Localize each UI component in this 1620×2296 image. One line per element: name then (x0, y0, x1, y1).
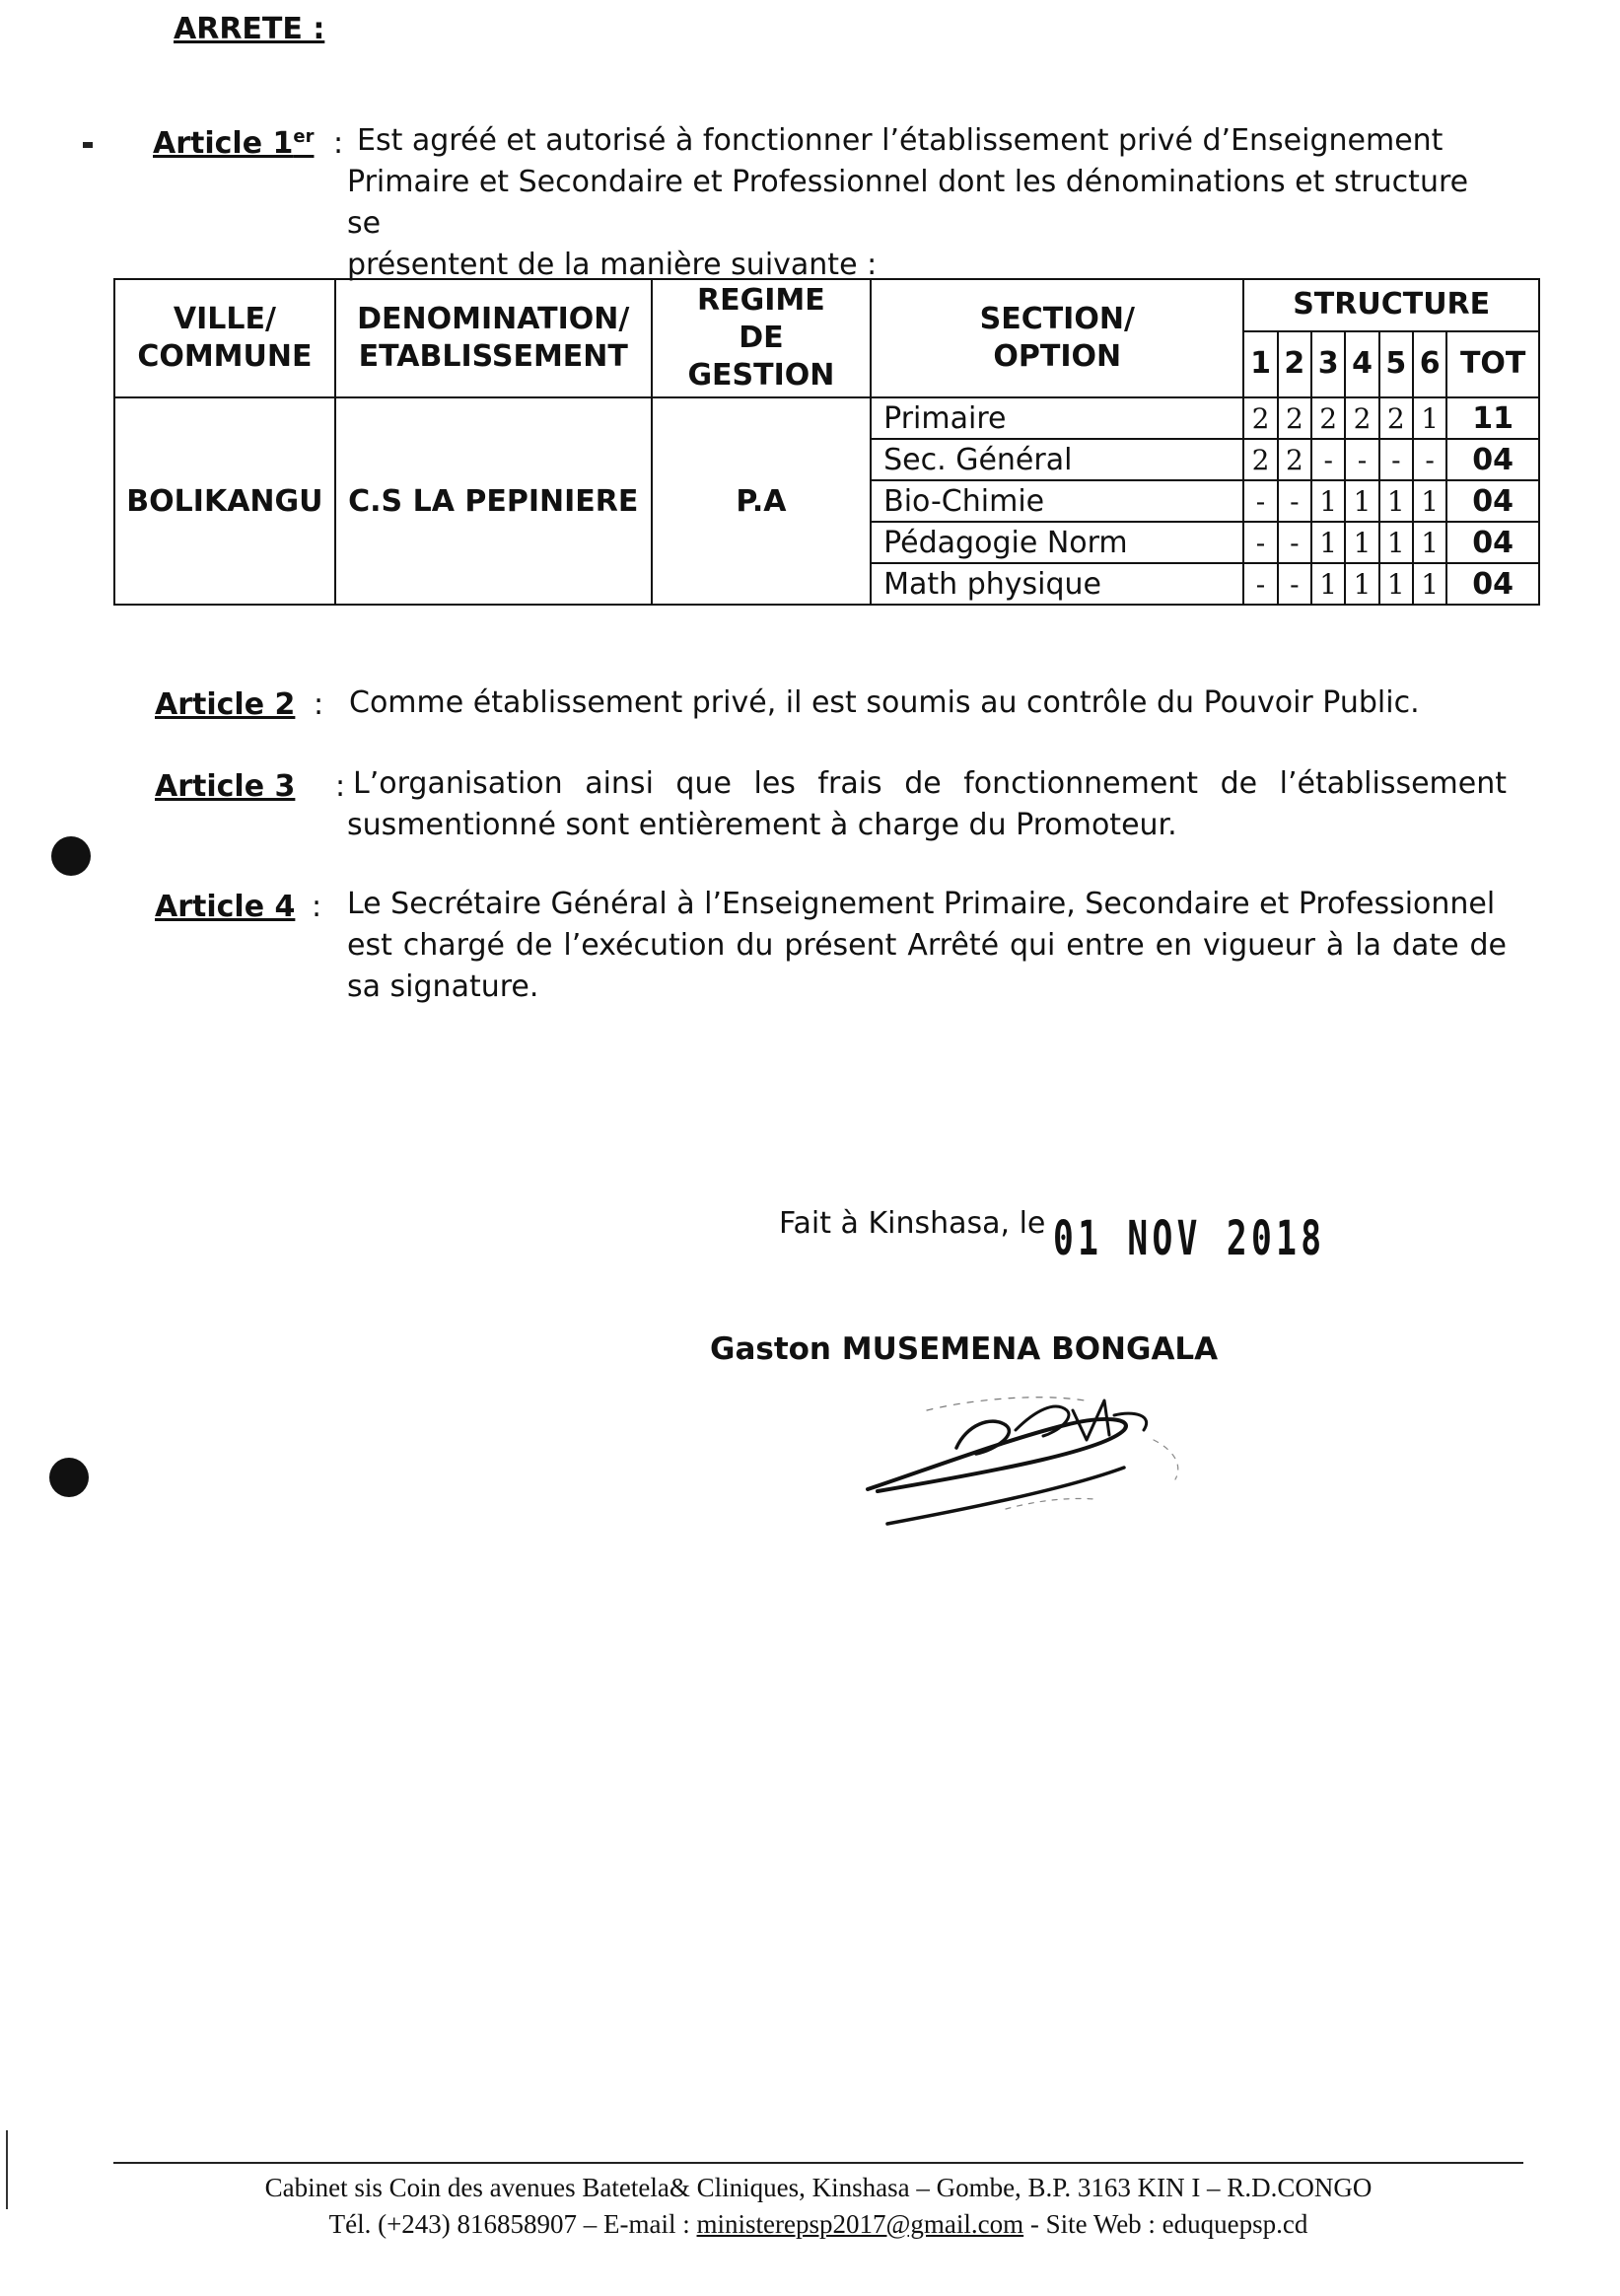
article-4-text (347, 884, 1507, 1008)
section-cell: Primaire (871, 397, 1243, 439)
total-cell: 04 (1446, 439, 1539, 480)
article-4-line: Le Secrétaire Général à l’Enseignement Primaire, Secondaire et Professionnel (347, 887, 1496, 921)
value-cell: - (1278, 563, 1311, 605)
value-cell: 1 (1413, 563, 1446, 605)
footer-contact (113, 2209, 1523, 2240)
value-cell: 1 (1413, 522, 1446, 563)
table-row (114, 397, 1539, 439)
header-section (871, 279, 1243, 397)
footer-divider (113, 2162, 1523, 2164)
value-cell: 1 (1379, 480, 1413, 522)
value-cell: 2 (1243, 397, 1277, 439)
article-1-line: Est agréé et autorisé à fonctionner l’établissement privé d’Enseignement (357, 123, 1444, 158)
value-cell: 1 (1379, 563, 1413, 605)
article-4-line: est chargé de l’exécution du présent Arrêté qui entre en vigueur à la date de (347, 928, 1507, 963)
punch-hole-icon (51, 836, 91, 876)
article-3-colon: : (335, 769, 346, 804)
article-4-line: sa signature. (347, 969, 539, 1004)
total-cell: 04 (1446, 480, 1539, 522)
header-denomination (335, 279, 652, 397)
signature-icon (809, 1371, 1262, 1539)
bullet-mark (83, 142, 93, 148)
total-cell: 04 (1446, 563, 1539, 605)
section-cell: Bio-Chimie (871, 480, 1243, 522)
value-cell: 2 (1278, 397, 1311, 439)
value-cell: - (1278, 480, 1311, 522)
value-cell: - (1379, 439, 1413, 480)
section-cell: Pédagogie Norm (871, 522, 1243, 563)
header-ville (114, 279, 335, 397)
total-cell: 11 (1446, 397, 1539, 439)
value-cell: - (1278, 522, 1311, 563)
value-cell: 2 (1243, 439, 1277, 480)
value-cell: - (1243, 480, 1277, 522)
header-denomination-text: DENOMINATION/ ETABLISSEMENT (357, 302, 630, 374)
article-1-text (347, 120, 1511, 286)
header-regime (652, 279, 871, 397)
article-3-line: susmentionné sont entièrement à charge du Promoteur. (347, 808, 1177, 842)
page-title: ARRETE : (174, 12, 325, 46)
scan-edge-mark (6, 2130, 8, 2209)
value-cell: 1 (1311, 480, 1345, 522)
article-2-colon: : (314, 687, 324, 722)
regime-cell: P.A (652, 397, 871, 605)
value-cell: 1 (1413, 480, 1446, 522)
value-cell: 1 (1345, 480, 1378, 522)
header-col-2: 2 (1278, 331, 1311, 398)
article-1-line: présentent de la manière suivante : (347, 248, 878, 282)
punch-hole-icon (49, 1458, 89, 1497)
header-col-tot: TOT (1446, 331, 1539, 398)
article-3-label: Article 3 (155, 769, 296, 804)
value-cell: 1 (1345, 563, 1378, 605)
article-4-label: Article 4 (155, 890, 296, 924)
article-2-label: Article 2 (155, 687, 296, 722)
value-cell: - (1243, 522, 1277, 563)
value-cell: 1 (1311, 563, 1345, 605)
article-1-sup: er (293, 126, 315, 147)
header-regime-text: REGIME DE GESTION (687, 283, 835, 393)
article-1-label (153, 126, 314, 161)
section-cell: Math physique (871, 563, 1243, 605)
article-4-colon: : (312, 890, 322, 924)
header-ville-text: VILLE/ COMMUNE (137, 302, 313, 374)
header-structure: STRUCTURE (1243, 279, 1539, 331)
footer-address: Cabinet sis Coin des avenues Batetela& Cliniques, Kinshasa – Gombe, B.P. 3163 KIN I – R.D.CONGO (264, 2173, 1373, 2202)
value-cell: - (1413, 439, 1446, 480)
header-col-3: 3 (1311, 331, 1345, 398)
value-cell: - (1243, 563, 1277, 605)
header-col-6: 6 (1413, 331, 1446, 398)
footer-site: - Site Web : eduquepsp.cd (1029, 2209, 1308, 2239)
header-section-text: SECTION/ OPTION (979, 302, 1135, 374)
place-text: Fait à Kinshasa, le (779, 1206, 1046, 1241)
article-1-line: Primaire et Secondaire et Professionnel dont les dénominations et structure se (347, 165, 1469, 241)
value-cell: 1 (1413, 397, 1446, 439)
value-cell: 2 (1345, 397, 1378, 439)
value-cell: 1 (1345, 522, 1378, 563)
total-cell: 04 (1446, 522, 1539, 563)
structure-table (113, 278, 1540, 606)
header-col-4: 4 (1345, 331, 1378, 398)
article-3-text (347, 763, 1507, 846)
value-cell: - (1345, 439, 1378, 480)
etablissement-cell: C.S LA PEPINIERE (335, 397, 652, 605)
header-col-5: 5 (1379, 331, 1413, 398)
footer-tel: Tél. (+243) 816858907 – E-mail : (328, 2209, 690, 2239)
value-cell: 1 (1311, 522, 1345, 563)
value-cell: 1 (1379, 522, 1413, 563)
footer-email-link[interactable]: ministerepsp2017@gmail.com (696, 2209, 1024, 2239)
article-2-text: Comme établissement privé, il est soumis au contrôle du Pouvoir Public. (349, 685, 1420, 720)
article-3-line: L’organisation ainsi que les frais de fonctionnement de l’établissement (353, 766, 1507, 801)
ville-cell: BOLIKANGU (114, 397, 335, 605)
value-cell: 2 (1278, 439, 1311, 480)
article-1-label-text: Article 1 (153, 126, 294, 161)
date-stamp: 01 NOV 2018 (1053, 1211, 1326, 1266)
article-1-colon: : (333, 126, 344, 161)
value-cell: 2 (1311, 397, 1345, 439)
value-cell: - (1311, 439, 1345, 480)
value-cell: 2 (1379, 397, 1413, 439)
signer-name: Gaston MUSEMENA BONGALA (710, 1331, 1219, 1367)
header-col-1: 1 (1243, 331, 1277, 398)
section-cell: Sec. Général (871, 439, 1243, 480)
